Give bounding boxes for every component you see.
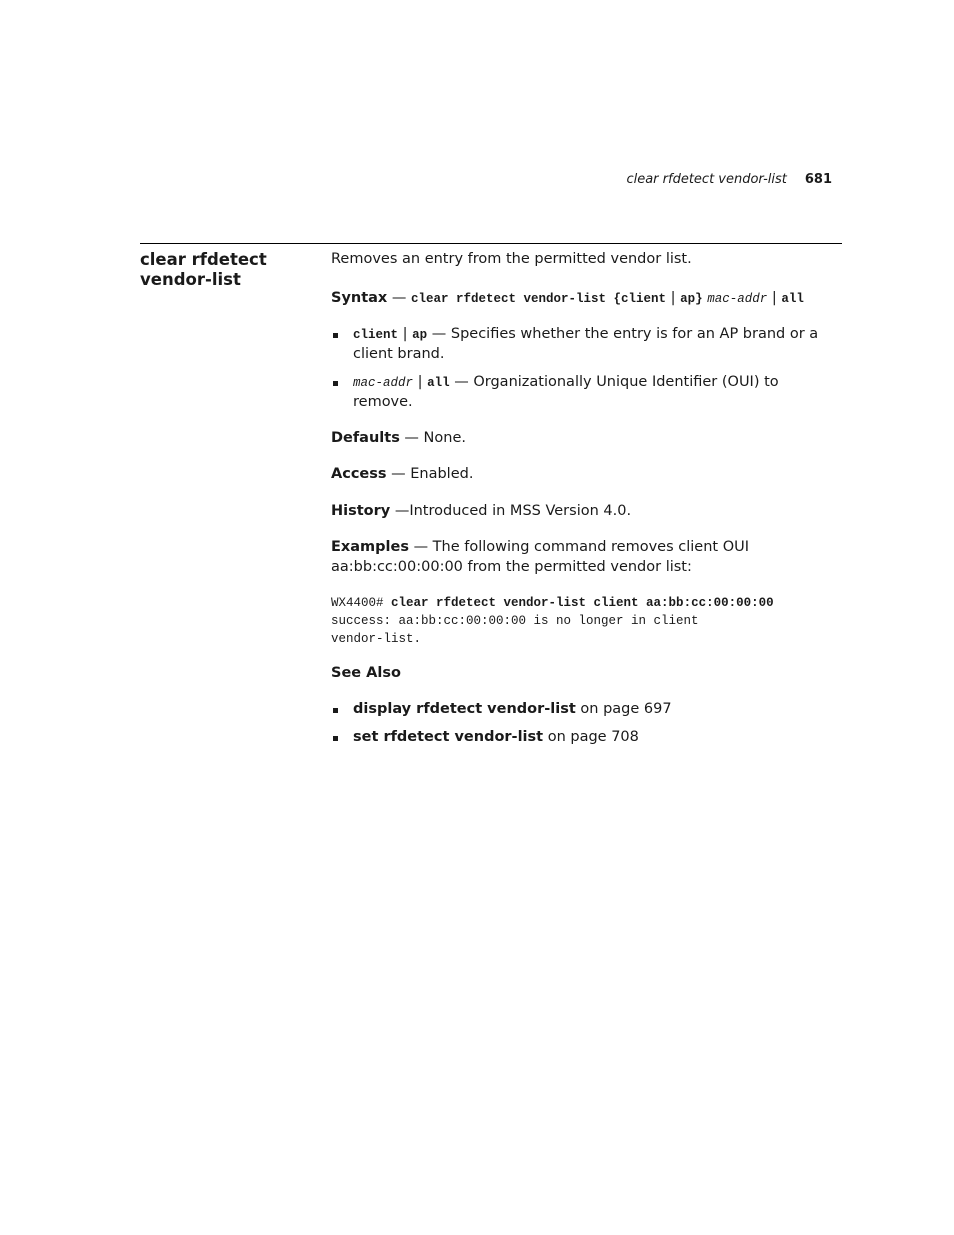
summary-text: Removes an entry from the permitted vendor list. xyxy=(331,251,692,267)
defaults-label: Defaults xyxy=(331,429,400,446)
see-also-page: on page 708 xyxy=(543,729,639,745)
param-separator: | xyxy=(398,325,413,342)
example-code-block xyxy=(331,594,841,648)
example-command: clear rfdetect vendor-list client aa:bb:cc:00:00:00 xyxy=(391,596,774,610)
syntax-all: all xyxy=(781,291,804,306)
param-name-b: ap xyxy=(412,327,428,342)
section-title-line2: vendor-list xyxy=(140,270,241,289)
examples-label: Examples xyxy=(331,539,409,555)
parameter-list xyxy=(331,325,841,413)
access-label: Access xyxy=(331,466,387,482)
syntax-label: Syntax xyxy=(331,289,388,306)
access-text: — Enabled. xyxy=(386,466,474,482)
param-name-a: client xyxy=(353,327,399,342)
section-body xyxy=(331,250,841,764)
example-output-line-2: vendor-list. xyxy=(331,632,422,646)
example-prompt: WX4400# xyxy=(331,596,392,610)
parameter-item xyxy=(331,373,841,413)
history-text: —Introduced in MSS Version 4.0. xyxy=(390,502,632,519)
section-title-line1: clear rfdetect xyxy=(140,250,267,269)
syntax-ap: ap} xyxy=(680,291,703,306)
history-line xyxy=(331,502,841,522)
running-header-title: clear rfdetect vendor-list xyxy=(626,172,787,187)
defaults-line xyxy=(331,429,841,449)
example-output-line-1: success: aa:bb:cc:00:00:00 is no longer in client xyxy=(331,614,699,628)
see-also-list xyxy=(331,700,841,748)
param-name-b: all xyxy=(427,375,450,390)
defaults-text: — None. xyxy=(399,429,466,446)
param-description: — Organizationally Unique Identifier (OUI) to remove. xyxy=(353,373,779,410)
syntax-dash: — xyxy=(387,289,412,306)
running-header xyxy=(626,172,832,187)
history-label: History xyxy=(331,502,391,519)
examples-line xyxy=(331,538,841,577)
syntax-separator: | xyxy=(666,289,681,306)
see-also-page: on page 697 xyxy=(575,700,672,717)
see-also-link[interactable]: set rfdetect vendor-list xyxy=(353,729,544,745)
param-separator: | xyxy=(413,373,428,390)
syntax-separator-2: | xyxy=(767,289,782,306)
examples-text: — The following command removes client OUI aa:bb:cc:00:00:00 from the permitted vendor list: xyxy=(331,539,750,575)
page-number: 681 xyxy=(804,172,832,187)
syntax-mac-addr: mac-addr xyxy=(707,291,768,306)
see-also-item xyxy=(331,728,841,748)
parameter-item xyxy=(331,325,841,365)
example-command-line xyxy=(331,594,841,612)
access-line xyxy=(331,465,841,485)
syntax-line xyxy=(331,288,841,309)
syntax-command: clear rfdetect vendor-list {client xyxy=(411,291,667,306)
see-also-item xyxy=(331,700,841,720)
section-divider xyxy=(140,243,842,244)
see-also-title: See Also xyxy=(331,665,401,681)
param-name-a: mac-addr xyxy=(353,375,414,390)
see-also-link[interactable]: display rfdetect vendor-list xyxy=(353,700,576,717)
param-description: — Specifies whether the entry is for an AP brand or a client brand. xyxy=(353,325,819,362)
section-title xyxy=(140,250,315,290)
